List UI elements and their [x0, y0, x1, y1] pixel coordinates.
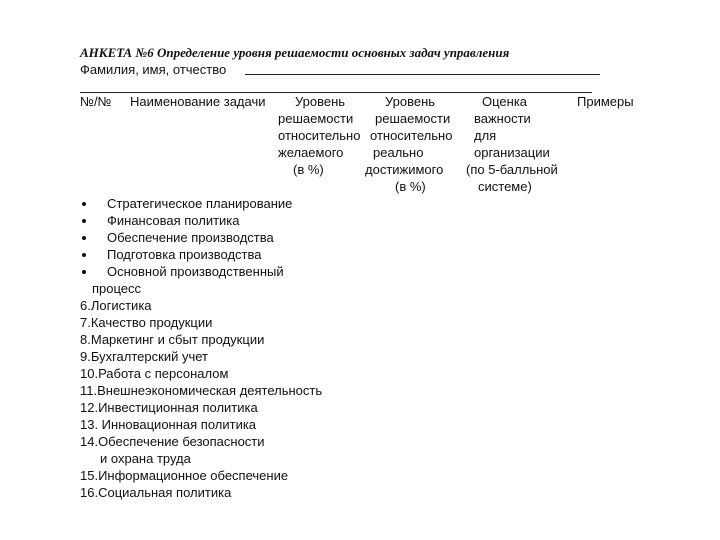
- task-label: 14.Обеспечение безопасности: [80, 434, 265, 449]
- task-label: 7.Качество продукции: [80, 315, 213, 330]
- header-desired-line: желаемого: [278, 145, 344, 160]
- header-importance-line: важности: [474, 111, 531, 126]
- task-label: процесс: [92, 281, 142, 296]
- header-actual-line: Уровень: [385, 94, 436, 109]
- header-importance-line: Оценка: [482, 94, 528, 109]
- fio-label: Фамилия, имя, отчество: [80, 62, 227, 77]
- header-actual-line: (в %): [395, 179, 426, 194]
- task-label: 15.Информационное обеспечение: [80, 468, 289, 483]
- header-desired-line: Уровень: [295, 94, 346, 109]
- task-label: Стратегическое планирование: [107, 196, 293, 211]
- header-importance-line: организации: [474, 145, 550, 160]
- header-importance-line: (по 5-балльной: [466, 162, 558, 177]
- header-importance-line: системе): [478, 179, 532, 194]
- header-desired-line: решаемости: [278, 111, 354, 126]
- header-actual-line: достижимого: [365, 162, 444, 177]
- header-desired-line: относительно: [278, 128, 361, 143]
- bullet-icon: [82, 219, 86, 223]
- header-actual-line: решаемости: [375, 111, 451, 126]
- task-label: 13. Инновационная политика: [80, 417, 257, 432]
- page-title: АНКЕТА №6 Определение уровня решаемости основных задач управления: [80, 45, 510, 60]
- bullet-icon: [82, 253, 86, 257]
- task-label: 8.Маркетинг и сбыт продукции: [80, 332, 265, 347]
- task-label: 16.Социальная политика: [80, 485, 232, 500]
- bullet-icon: [82, 202, 86, 206]
- header-actual-line: реально: [373, 145, 424, 160]
- task-label: Финансовая политика: [107, 213, 240, 228]
- bullet-icon: [82, 270, 86, 274]
- fio-input-line: [245, 74, 600, 75]
- header-desired-line: (в %): [293, 162, 324, 177]
- task-label: 10.Работа с персоналом: [80, 366, 229, 381]
- task-label: 11.Внешнеэкономическая деятельность: [80, 383, 323, 398]
- task-label: Основной производственный: [107, 264, 284, 279]
- header-importance: [466, 93, 558, 195]
- task-label: и охрана труда: [100, 451, 191, 466]
- task-label: Обеспечение производства: [107, 230, 274, 245]
- task-label: 6.Логистика: [80, 298, 152, 313]
- task-label: 12.Инвестиционная политика: [80, 400, 258, 415]
- task-label: Подготовка производства: [107, 247, 262, 262]
- header-task-name: Наименование задачи: [130, 94, 266, 109]
- header-examples: Примеры: [577, 94, 634, 109]
- header-importance-line: для: [474, 128, 497, 143]
- header-desired-level: [278, 93, 360, 178]
- bullet-icon: [82, 236, 86, 240]
- header-actual-line: относительно: [370, 128, 453, 143]
- header-number: №/№: [80, 94, 112, 109]
- header-actual-level: [365, 93, 452, 195]
- task-label: 9.Бухгалтерский учет: [80, 349, 208, 364]
